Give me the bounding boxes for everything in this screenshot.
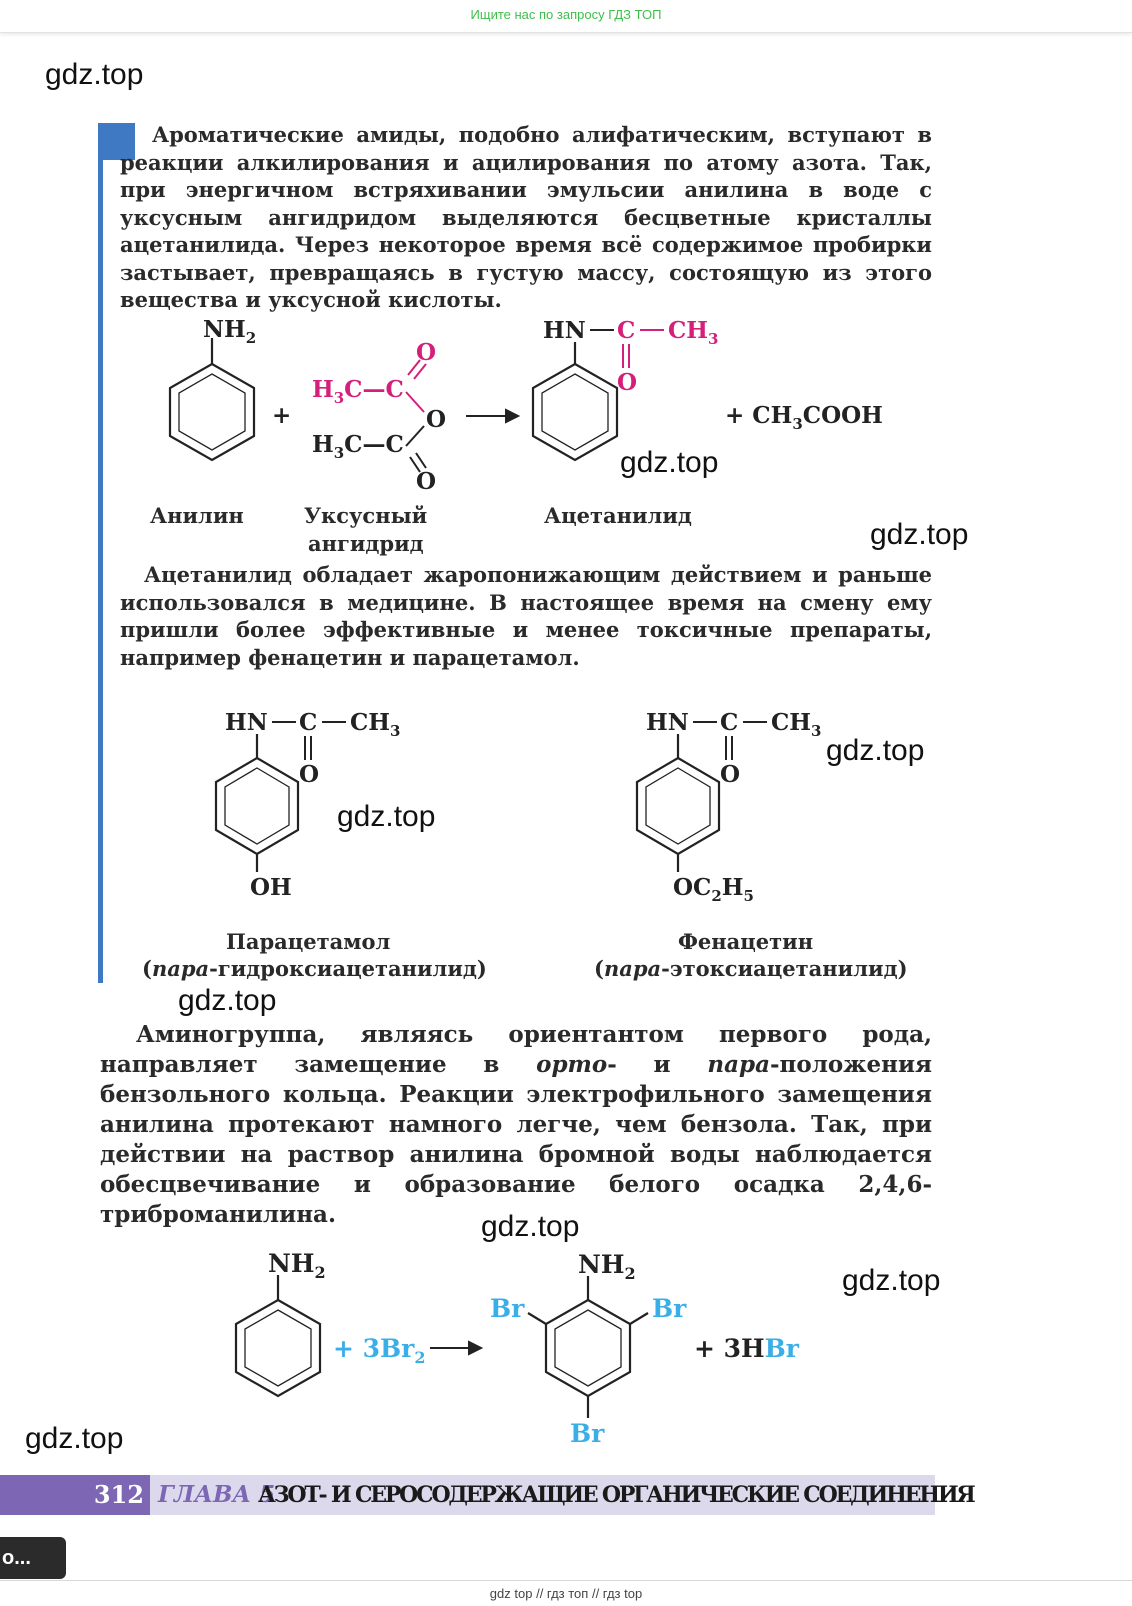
anhydride-o-bottom: O [416,468,437,495]
chapter-title: АЗОТ- И СЕРОСОДЕРЖАЩИЕ ОРГАНИЧЕСКИЕ СОЕДИНЕНИЯ [258,1482,974,1508]
label-aniline: Анилин [150,503,244,528]
label-anhydride-line2: ангидрид [308,531,424,556]
byproduct-hbr: + 3HBr [694,1334,799,1363]
phenacetin-c: C [720,709,739,736]
tribromo-nh2: $NH_2$ [578,1250,636,1283]
bromine-reagent: + $3Br_2$ [333,1334,426,1367]
phenacetin-o: O [720,761,741,788]
byproduct-acetic-acid: + $CH_3COOH$ [725,402,883,433]
br-right: Br [652,1294,687,1323]
anhydride-o-bridge: O [426,406,447,433]
watermark: gdz.top [620,446,719,479]
para-italic: пара [707,1051,770,1078]
label-anhydride-line1: Уксусный [304,503,428,528]
bottom-link[interactable]: гдз top [602,1586,643,1601]
watermark: gdz.top [481,1210,580,1243]
paracetamol-oh: OH [250,874,292,901]
chapter-label: ГЛАВА 5 [158,1481,276,1508]
watermark: gdz.top [842,1264,941,1297]
orto-italic: орто [536,1051,608,1078]
acetanilide-ch3: $CH_3$ [668,317,719,348]
watermark: gdz.top [826,734,925,767]
reaction-arrow-2 [430,1342,481,1354]
separator: // [591,1586,603,1601]
phenacetin-oc2h5: $OC_2H_5$ [673,874,754,905]
watermark: gdz.top [178,984,277,1017]
phenacetin-hn: HN [646,709,689,736]
text-part: - и [607,1051,708,1078]
tribromoaniline-ring [528,1276,648,1418]
iupac-rest: -этоксиацетанилид) [661,956,908,981]
bottom-link[interactable]: gdz top [489,1586,533,1601]
paracetamol-hn: HN [225,709,268,736]
open-paren: ( [594,956,604,981]
text-part: Аминогруппа, являясь ориентантом первого рода, направляет замещение в [100,1021,932,1078]
bottom-links-bar [0,1580,1132,1606]
aniline2-nh2: $NH_2$ [268,1249,326,1282]
watermark: gdz.top [870,518,969,551]
page-number: 312 [0,1475,150,1515]
phenacetin-ch3: $CH_3$ [771,709,822,740]
anhydride-o-top: O [416,339,437,366]
watermark: gdz.top [337,800,436,833]
paragraph-acetanilide: Ацетанилид обладает жаропонижающим действием и раньше использовался в медицине. В настоящее время на смену ему пришли более эффективные и менее токсичные препараты, например фенацетин и парацетамол. [120,562,932,670]
iupac-rest: -гидроксиацетанилид) [209,956,487,981]
top-banner[interactable]: Ищите нас по запросу ГДЗ ТОП [0,0,1132,33]
paracetamol-o: O [299,761,320,788]
plus-sign: + [272,402,292,429]
floating-pill-button[interactable]: о... [0,1537,66,1579]
acetanilide-o: O [617,369,638,396]
watermark: gdz.top [25,1422,124,1455]
watermark: gdz.top [45,58,144,91]
label-acetanilide: Ацетанилид [544,503,692,528]
para-prefix: пара [603,956,662,981]
acetanilide-c: C [617,317,636,344]
anhydride-h3c-bottom: $H_3C—C$ [312,431,404,462]
bottom-link[interactable]: гдз топ [546,1586,589,1601]
label-phenacetin: Фенацетин [678,929,814,954]
aniline-ring-2 [236,1275,320,1396]
paracetamol-ch3: $CH_3$ [350,709,401,740]
para-prefix: пара [151,956,210,981]
br-bottom: Br [570,1419,605,1448]
anhydride-h3c-top: $H_3C—C$ [312,376,404,407]
open-paren: ( [142,956,152,981]
separator: // [536,1586,547,1601]
text-part: -положения бензольного кольца. Реакции электрофильного замещения анилина протекают намного легче, чем бензола. Так, при действии на раствор анилина бромной воды наблюдается обесцвечивание и образование белого осадка 2,4,6-триброманилина. [100,1051,933,1228]
acetanilide-hn: HN [543,317,586,344]
br-left: Br [490,1294,525,1323]
paracetamol-c: C [299,709,318,736]
label-paracetamol: Парацетамол [226,929,391,954]
paragraph-amides: Ароматические амиды, подобно алифатическим, вступают в реакции алкилирования и ацилирования по атому азота. Так, при энергичном встряхивании эмульсии анилина в воде с уксусным ангидридом выделяются бесцветные кристаллы ацетанилида. Через некоторое время всё содержимое пробирки застывает, превращаясь в густую массу, состоящую из этого вещества и уксусной кислоты. [120,122,932,312]
aniline-nh2: $NH_2$ [203,316,257,347]
